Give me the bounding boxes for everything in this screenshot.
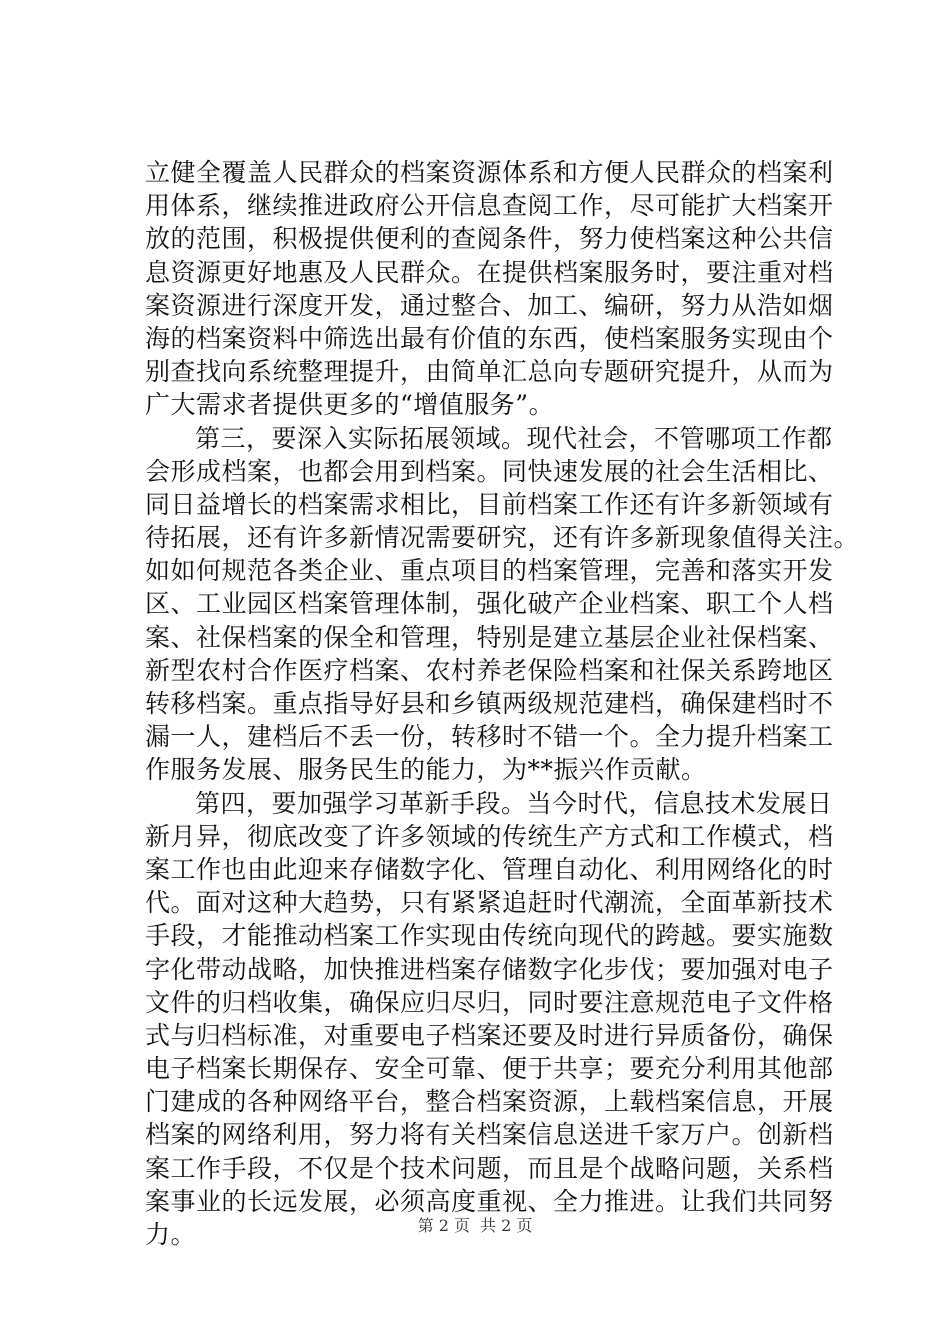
text-line: 会形成档案，也都会用到档案。同快速发展的社会生活相比、 xyxy=(145,456,834,486)
text-line: 别查找向系统整理提升，由简单汇总向专题研究提升，从而为 xyxy=(145,357,834,387)
text-line: 待拓展，还有许多新情况需要研究，还有许多新现象值得关注。 xyxy=(145,523,860,553)
text-line: 海的档案资料中筛选出最有价值的东西，使档案服务实现由个 xyxy=(145,323,834,353)
text-line: 文件的归档收集，确保应归尽归，同时要注意规范电子文件格 xyxy=(145,987,834,1017)
text-line: 区、工业园区档案管理体制，强化破产企业档案、职工个人档 xyxy=(145,589,834,619)
paragraph-start-line: 第三，要深入实际拓展领域。现代社会，不管哪项工作都 xyxy=(195,423,833,453)
text-line: 同日益增长的档案需求相比，目前档案工作还有许多新领域有 xyxy=(145,489,834,519)
text-line: 式与归档标准，对重要电子档案还要及时进行异质备份，确保 xyxy=(145,1020,834,1050)
text-line: 新月异，彻底改变了许多领域的传统生产方式和工作模式，档 xyxy=(145,821,834,851)
text-line: 立健全覆盖人民群众的档案资源体系和方便人民群众的档案利 xyxy=(145,158,834,187)
text-line: 档案的网络利用，努力将有关档案信息送进千家万户。创新档 xyxy=(145,1120,834,1150)
text-line: 手段，才能推动档案工作实现由传统向现代的跨越。要实施数 xyxy=(145,921,834,951)
text-line: 案、社保档案的保全和管理，特别是建立基层企业社保档案、 xyxy=(145,622,834,652)
paragraph-start-line: 第四，要加强学习革新手段。当今时代，信息技术发展日 xyxy=(195,788,833,818)
page-footer xyxy=(0,1216,950,1236)
text-line: 案资源进行深度开发，通过整合、加工、编研，努力从浩如烟 xyxy=(145,290,834,320)
text-line: 案事业的长远发展，必须高度重视、全力推进。让我们共同努 xyxy=(145,1186,834,1216)
text-line: 漏一人，建档后不丢一份，转移时不错一个。全力提升档案工 xyxy=(145,722,834,752)
text-line: 转移档案。重点指导好县和乡镇两级规范建档，确保建档时不 xyxy=(145,689,834,718)
text-line: 案工作手段，不仅是个技术问题，而且是个战略问题，关系档 xyxy=(145,1153,834,1183)
text-line: 如如何规范各类企业、重点项目的档案管理，完善和落实开发 xyxy=(145,556,834,586)
text-line: 新型农村合作医疗档案、农村养老保险档案和社保关系跨地区 xyxy=(145,655,834,685)
page-number-total: 共 2 页 xyxy=(480,1216,533,1235)
text-line: 广大需求者提供更多的“增值服务”。 xyxy=(145,390,555,420)
text-line: 用体系，继续推进政府公开信息查阅工作，尽可能扩大档案开 xyxy=(145,191,834,221)
document-body xyxy=(145,156,860,1251)
text-line: 息资源更好地惠及人民群众。在提供档案服务时，要注重对档 xyxy=(145,257,834,287)
text-line: 门建成的各种网络平台，整合档案资源，上载档案信息，开展 xyxy=(145,1087,834,1117)
text-line: 电子档案长期保存、安全可靠、便于共享；要充分利用其他部 xyxy=(145,1054,834,1084)
text-line: 放的范围，积极提供便利的查阅条件，努力使档案这种公共信 xyxy=(145,224,834,254)
text-line: 力。 xyxy=(145,1220,197,1249)
page-number-current: 第 2 页 xyxy=(417,1216,470,1235)
text-line: 代。面对这种大趋势，只有紧紧追赶时代潮流，全面革新技术 xyxy=(145,888,834,918)
text-line: 字化带动战略，加快推进档案存储数字化步伐；要加强对电子 xyxy=(145,954,834,984)
text-line: 作服务发展、服务民生的能力，为**振兴作贡献。 xyxy=(145,755,707,785)
text-line: 案工作也由此迎来存储数字化、管理自动化、利用网络化的时 xyxy=(145,854,834,884)
